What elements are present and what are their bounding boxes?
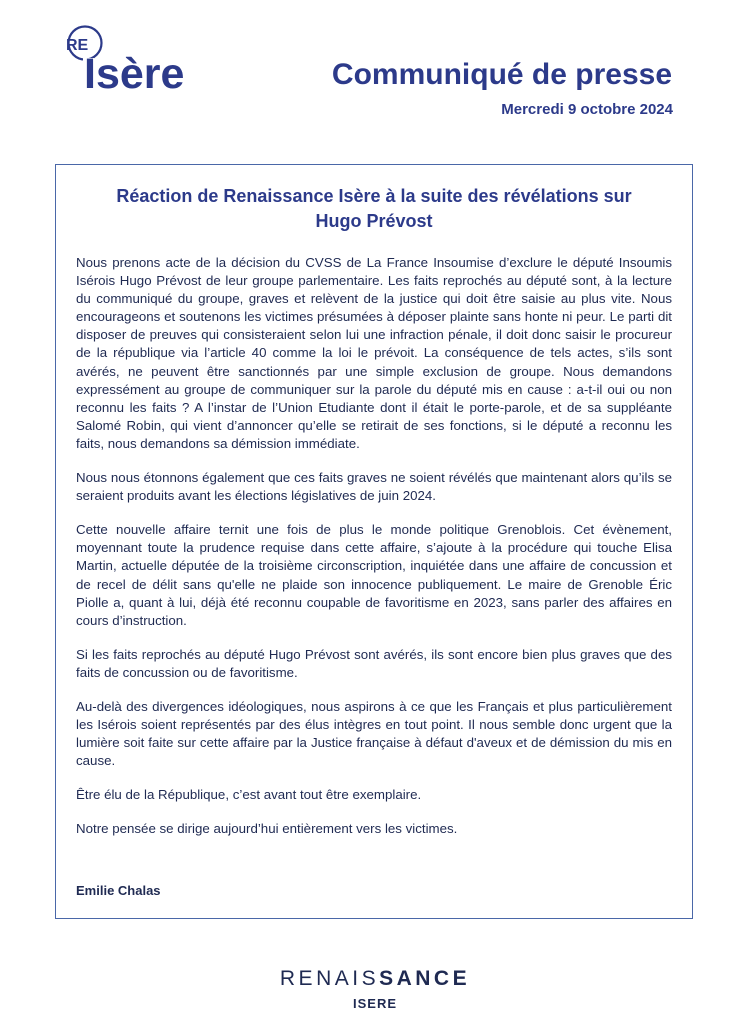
paragraph: Au-delà des divergences idéologiques, nous aspirons à ce que les Français et plus particulièrement les Isérois soient représentés par des élus intègres en tout point. Il nous semble donc urgent que la lumière soit faite sur cette affaire par la Justice française à défaut d'aveux et de démission du mis en cause. bbox=[76, 698, 672, 769]
renaissance-isere-logo bbox=[58, 22, 228, 102]
paragraph: Nous prenons acte de la décision du CVSS de La France Insoumise d’exclure le député Insoumis Isérois Hugo Prévost de leur groupe parlementaire. Les faits reprochés au député sont, à la lecture du communiqué du groupe, graves et relèvent de la justice qui doit être saisie au plus vite. Nous encourageons et soutenons les victimes présumées à déposer plainte sans honte ni peur. Le parti dit disposer de preuves qui consisteraient selon lui une infraction pénale, il doit donc saisir le procureur de la république via l’article 40 comme la loi le prévoit. La conséquence de tels actes, s’ils sont avérés, ne peuvent être sanctionnés par une simple exclusion de groupe. Nous demandons expressément au groupe de communiquer sur la parole du député mis en cause : a-t-il oui ou non reconnu les faits ? A l’instar de l’Union Etudiante dont il était le porte-parole, et de sa suppléante Salomé Robin, qui vient d’annoncer qu’elle se retirait de ses fonctions, si le député a reconnu les faits, nous demandons sa démission immédiate. bbox=[76, 255, 672, 451]
footer-brand-light: RENAIS bbox=[279, 967, 380, 990]
paragraph: Cette nouvelle affaire ternit une fois de plus le monde politique Grenoblois. Cet évènement, moyennant toute la prudence requise dans cette affaire, s’ajoute à la procédure qui touche Elisa Martin, actuelle députée de la troisième circonscription, inquiétée dans une affaire de concussion et de recel de délit sans qu'elle ne plaide son innocence publiquement. Le maire de Grenoble Éric Piolle a, quant à lui, déjà été reconnu coupable de favoritisme en 2023, sans parler des affaires en cours d’instruction. bbox=[76, 522, 672, 628]
paragraph: Être élu de la République, c’est avant tout être exemplaire. bbox=[76, 787, 422, 803]
signature: Emilie Chalas bbox=[76, 883, 161, 898]
paragraph: Nous nous étonnons également que ces faits graves ne soient révélés que maintenant alors qu’ils se seraient produits avant les élections législatives de juin 2024. bbox=[76, 470, 672, 504]
page-title: Communiqué de presse bbox=[331, 58, 672, 91]
logo-prefix: RE bbox=[66, 37, 89, 54]
paragraph: Notre pensée se dirige aujourd’hui entièrement vers les victimes. bbox=[76, 821, 458, 837]
logo-main: Isère bbox=[84, 50, 185, 98]
release-body bbox=[76, 254, 672, 855]
release-title: Réaction de Renaissance Isère à la suite des révélations sur Hugo Prévost bbox=[116, 186, 632, 231]
press-release-box bbox=[55, 164, 693, 919]
release-date: Mercredi 9 octobre 2024 bbox=[501, 101, 673, 118]
footer-sub: ISERE bbox=[352, 996, 397, 1011]
paragraph: Si les faits reprochés au député Hugo Prévost sont avérés, ils sont encore bien plus graves que des faits de concussion ou de favoritisme. bbox=[76, 646, 672, 680]
footer-brand-logo bbox=[0, 967, 750, 991]
footer-brand-bold: SANCE bbox=[379, 967, 471, 990]
